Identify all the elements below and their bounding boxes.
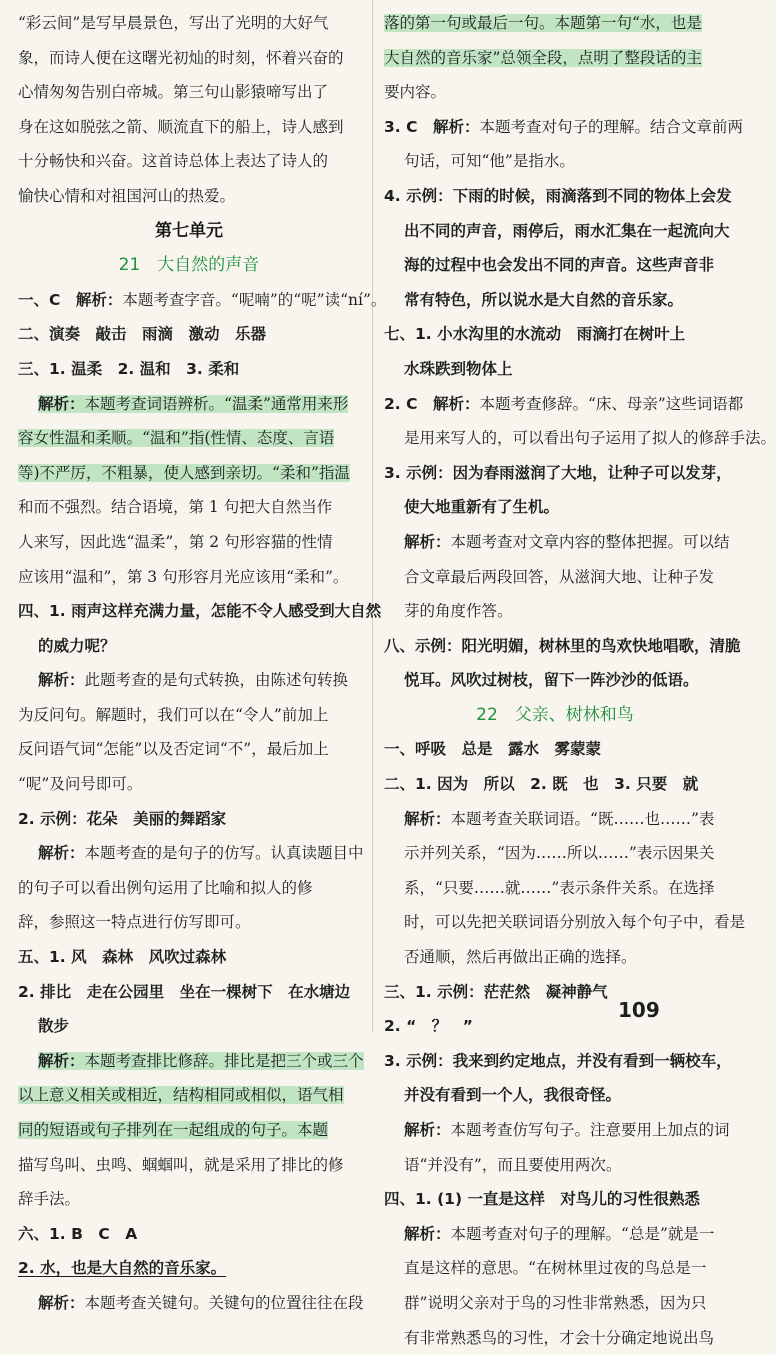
line-text: 2. 排比 走在公园里 坐在一棵树下 在水塘边 [18,982,351,1001]
line-text: 悦耳。风吹过树枝，留下一阵沙沙的低语。 [404,671,699,690]
line-text: 四、1. (1) 一直是这样 对鸟儿的习性很熟悉 [384,1190,700,1209]
answer-label: 解析： [404,532,451,551]
left-line [18,110,360,145]
right-line [384,6,726,41]
line-text: 本题考查词语辨析。“温柔”通常用来形 [84,394,349,413]
line-text: 3. 示例：我来到约定地点，并没有看到一辆校车， [384,1051,732,1070]
left-line [18,1113,360,1148]
right-line [384,594,726,629]
line-text: 本题考查对句子的理解。结合文章前两 [479,117,743,136]
right-line [384,1321,726,1355]
line-text: 海的过程中也会发出不同的声音。这些声音非 [404,256,715,275]
answer-label: 解析： [38,844,85,863]
lesson-heading [18,248,360,283]
left-line [18,179,360,214]
right-line [384,905,746,940]
left-line [18,940,360,975]
line-text: 一、呼吸 总是 露水 雾蒙蒙 [384,740,602,759]
left-line [18,560,360,595]
left-line [18,663,360,698]
right-line [384,767,726,802]
line-text: 的威力呢？ [38,636,116,655]
line-text: 本题考查排比修辞。排比是把三个或三个 [84,1051,364,1070]
line-text: 二、演奏 敲击 雨滴 激动 乐器 [18,325,267,344]
line-text: 使大地重新有了生机。 [404,498,560,517]
left-line [18,41,360,76]
line-text: 同的短语或句子排列在一起组成的句子。本题 [18,1121,329,1139]
left-line [18,767,360,802]
left-line [18,283,387,318]
line-text: 辞，参照这一特点进行仿写即可。 [18,913,251,932]
left-line [18,144,360,179]
right-line [384,387,744,422]
right-line [384,1113,730,1148]
line-text: 和而不强烈。结合语境，第 1 句把大自然当作 [18,498,333,517]
line-text: 的句子可以看出例句运用了比喻和拟人的修 [18,878,313,897]
line-text: 4. 示例：下雨的时候，雨滴落到不同的物体上会发 [384,186,732,205]
left-line [18,629,360,664]
answer-label: 解析： [38,1051,85,1070]
line-text: 容女性温和柔顺。“温和”指(性情、态度、言语 [18,429,335,448]
line-text: 是用来写人的，可以看出句子运用了拟人的修辞手法。 [404,429,776,448]
left-line [18,871,360,906]
line-text: 本题考查的是句子的仿写。认真读题目中 [84,844,364,863]
left-line [18,905,360,940]
right-line [384,1044,732,1079]
line-text: 2. “ ？ ” [384,1017,473,1036]
left-line [18,1217,360,1252]
right-line [384,214,730,249]
line-text: 本题考查修辞。“床、母亲”这些词语都 [479,394,744,413]
line-text: 句话，可知“他”是指水。 [404,152,575,171]
line-text: 2. 水，也是大自然的音乐家。 [18,1259,227,1278]
right-line [384,663,726,698]
right-line [384,110,743,145]
line-text: 系，“只要……就……”表示条件关系。在选择 [404,878,715,897]
right-line [384,629,741,664]
line-text: 有非常熟悉鸟的习性，才会十分确定地说出鸟 [404,1328,715,1347]
line-text: 等)不严厉，不粗暴，使人感到亲切。“柔和”指温 [18,463,350,482]
line-text: 示并列关系，“因为……所以……”表示因果关 [404,844,715,863]
line-text: 21 大自然的声音 [118,255,260,276]
line-text: 七、1. 小水沟里的水流动 雨滴打在树叶上 [384,325,686,344]
line-text: 本题考查仿写句子。注意要用上加点的词 [450,1121,730,1139]
answer-label: 解析： [38,1293,85,1312]
left-line [18,1286,364,1321]
line-text: 群”说明父亲对于鸟的习性非常熟悉，因为只 [404,1293,707,1312]
left-line [18,387,360,422]
line-text: 六、1. B C A [18,1224,138,1243]
line-text: 合文章最后两段回答，从滋润大地、让种子发 [404,567,715,586]
line-text: 此题考查的是句式转换，由陈述句转换 [84,671,349,690]
line-text: 十分畅快和兴奋。这首诗总体上表达了诗人的 [18,152,329,171]
right-line [384,1217,726,1252]
line-text: 落的第一句或最后一句。本题第一句“水，也是 [384,14,702,32]
line-text: 心情匆匆告别白帝城。第三句山影猿啼写出了 [18,83,329,102]
line-text: 身在这如脱弦之箭、顺流直下的船上，诗人感到 [18,117,344,136]
left-line [18,6,360,41]
left-line [18,1078,360,1113]
page-number: 109 [618,998,660,1022]
line-text: 八、示例：阳光明媚，树林里的鸟欢快地唱歌，清脆 [384,636,741,655]
left-line [18,836,364,871]
line-text: 人来写，因此选“温柔”，第 2 句形容猫的性情 [18,532,333,551]
line-text: 五、1. 风 森林 风吹过森林 [18,948,227,967]
answer-label: 3. C 解析： [384,117,480,136]
line-text: 四、1. 雨声这样充满力量，怎能不令人感受到大自然 [18,602,382,621]
line-text: 描写鸟叫、虫鸣、蝈蝈叫，就是采用了排比的修 [18,1155,344,1174]
left-line [18,1044,364,1079]
right-line [384,525,730,560]
right-line [384,41,726,76]
line-text: 应该用“温和”，第 3 句形容月光应该用“柔和”。 [18,567,349,586]
right-line [384,456,732,491]
answer-label: 解析： [38,671,85,690]
line-text: 辞手法。 [18,1190,81,1209]
left-line [18,1182,360,1217]
line-text: 以上意义相关或相近，结构相同或相似，语气相 [18,1086,344,1105]
left-line [18,1009,360,1044]
right-line [384,1286,726,1321]
line-text: 常有特色，所以说水是大自然的音乐家。 [404,290,684,309]
right-line [384,940,726,975]
line-text: 时，可以先把关联词语分别放入每个句子中，看是 [404,913,746,932]
line-text: 2. 示例：花朵 美丽的舞蹈家 [18,809,227,828]
line-text: 出不同的声音，雨停后，雨水汇集在一起流向大 [404,221,730,240]
line-text: “彩云间”是写早晨景色，写出了光明的大好气 [18,14,329,32]
line-text: 并没有看到一个人，我很奇怪。 [404,1086,622,1105]
line-text: 反问语气词“怎能”以及否定词“不”，最后加上 [18,740,329,759]
line-text: 3. 示例：因为春雨滋润了大地，让种子可以发芽， [384,463,732,482]
line-text: 本题考查关键句。关键句的位置往往在段 [84,1293,364,1312]
right-line [384,1182,726,1217]
right-line [384,179,732,214]
right-line [384,1148,726,1183]
left-line [18,732,360,767]
right-line [384,1078,726,1113]
left-line [18,1251,360,1286]
left-line [18,525,360,560]
right-line [384,317,726,352]
left-line [18,975,360,1010]
right-line [384,871,726,906]
right-line [384,352,726,387]
line-text: 芽的角度作答。 [404,602,513,621]
unit-heading [18,214,360,249]
right-line [384,75,726,110]
left-line [18,456,360,491]
line-text: 二、1. 因为 所以 2. 既 也 3. 只要 就 [384,775,699,794]
line-text: 本题考查对句子的理解。“总是”就是一 [450,1224,715,1243]
right-column [384,6,776,1355]
line-text: “呢”及问号即可。 [18,775,143,794]
column-divider [372,0,373,1032]
answer-label: 2. C 解析： [384,394,480,413]
answer-label: 解析： [404,809,451,828]
left-column [18,6,387,1321]
left-line [18,698,360,733]
line-text: 三、1. 示例：茫茫然 凝神静气 [384,982,608,1001]
line-text: 三、1. 温柔 2. 温和 3. 柔和 [18,359,240,378]
line-text: 本题考查字音。“呢喃”的“呢”读“ní”。 [122,290,387,309]
right-line [384,836,726,871]
left-line [18,802,360,837]
right-line [384,1009,726,1044]
right-line [384,248,726,283]
answer-label: 解析： [38,394,85,413]
right-line [384,802,726,837]
left-line [18,352,360,387]
line-text: 散步 [38,1017,70,1036]
answer-label: 解析： [404,1121,451,1139]
left-line [18,317,360,352]
line-text: 愉快心情和对祖国河山的热爱。 [18,186,236,205]
line-text: 大自然的音乐家”总领全段，点明了整段话的主 [384,48,702,67]
left-line [18,75,360,110]
right-line [384,283,726,318]
right-line [384,975,726,1010]
right-line [384,560,726,595]
line-text: 象，而诗人便在这曙光初灿的时刻，怀着兴奋的 [18,48,344,67]
answer-label: 一、C 解析： [18,290,123,309]
line-text: 第七单元 [155,220,223,241]
line-text: 水珠跌到物体上 [404,359,513,378]
right-line [384,144,726,179]
right-line [384,732,726,767]
left-line [18,594,382,629]
line-text: 直是这样的意思。“在树林里过夜的鸟总是一 [404,1259,707,1278]
line-text: 22 父亲、树林和鸟 [476,704,634,725]
right-line [384,421,776,456]
left-line [18,421,360,456]
line-text: 语“并没有”，而且要使用两次。 [404,1155,622,1174]
right-line [384,490,726,525]
right-line [384,1251,726,1286]
line-text: 本题考查关联词语。“既……也……”表 [450,809,715,828]
line-text: 本题考查对文章内容的整体把握。可以结 [450,532,730,551]
line-text: 否通顺，然后再做出正确的选择。 [404,948,637,967]
lesson-heading [384,698,726,733]
left-line [18,1148,360,1183]
line-text: 要内容。 [384,83,447,102]
left-line [18,490,360,525]
line-text: 为反问句。解题时，我们可以在“令人”前加上 [18,705,329,724]
answer-label: 解析： [404,1224,451,1243]
